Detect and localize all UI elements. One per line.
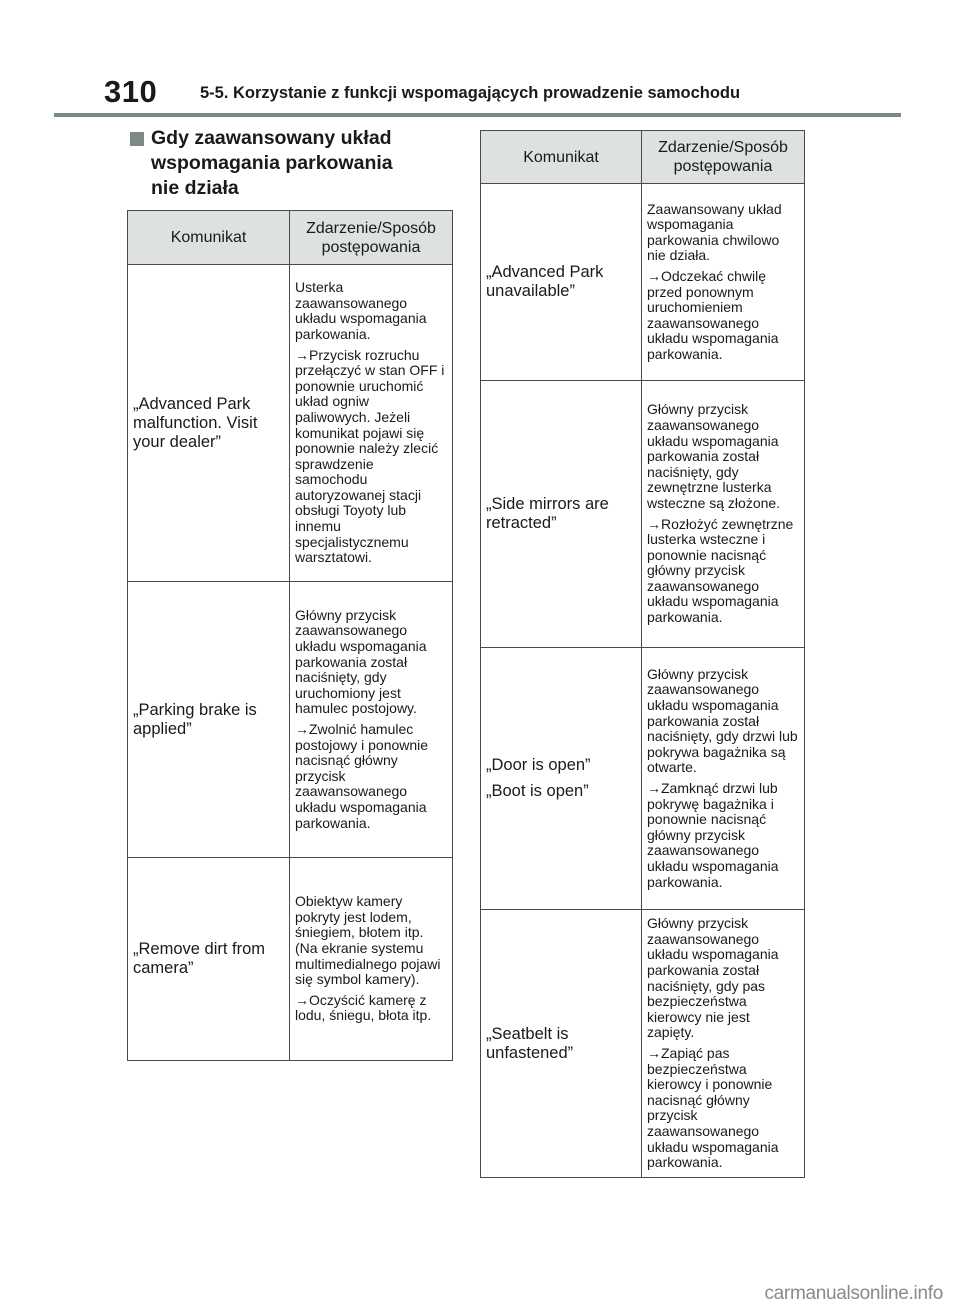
message-cell: „Advanced Park unavailable” (481, 184, 642, 381)
column-header-action: Zdarzenie/Sposób postępowania (642, 131, 805, 184)
description-cell (642, 381, 805, 648)
table-row (481, 910, 805, 1178)
table-row (128, 265, 453, 582)
table-row (481, 184, 805, 381)
cause-text: Obiektyw kamery pokryty jest lodem, śniegiem, błotem itp. (Na ekranie systemu multimedialnego pojawi się symbol kamery). (295, 893, 441, 988)
table-header-row (481, 131, 805, 184)
message-cell: „Advanced Park malfunction. Visit your dealer” (128, 265, 290, 582)
description-cell (642, 910, 805, 1178)
action-text: →Przycisk rozruchu przełączyć w stan OFF i ponownie uruchomić układ ogniw paliwowych. Jeżeli komunikat pojawi się ponownie należy zlecić sprawdzenie samochodu autoryzowanej stacji obsługi Toyoty lub innemu specjalistycznemu warsztatowi. (295, 346, 445, 566)
action-text: →Zwolnić hamulec postojowy i ponownie nacisnąć główny przycisk zaawansowanego układu wspomagania parkowania. (295, 721, 429, 831)
page-number: 310 (104, 74, 158, 109)
action-text: →Rozłożyć zewnętrzne lusterka wsteczne i ponownie nacisnąć główny przycisk zaawansowanego układu wspomagania parkowania. (647, 515, 794, 626)
description-cell (290, 265, 453, 582)
cause-text: Usterka zaawansowanego układu wspomagania parkowania. (295, 279, 427, 342)
cause-text: Główny przycisk zaawansowanego układu wspomagania parkowania został naciśnięty, gdy drzwi lub pokrywa bagażnika są otwarte. (647, 665, 798, 776)
table-row (128, 582, 453, 858)
table-header-row (128, 211, 453, 265)
square-bullet-icon (130, 132, 144, 146)
action-text: →Zapiąć pas bezpieczeństwa kierowcy i ponownie nacisnąć główny przycisk zaawansowanego układu wspomagania parkowania. (647, 1045, 779, 1171)
table-row (128, 858, 453, 1061)
header-divider (54, 113, 901, 117)
table-row (481, 648, 805, 910)
action-text: →Oczyścić kamerę z lodu, śniegu, błota itp. (295, 991, 432, 1024)
column-header-message: Komunikat (481, 131, 642, 184)
cause-text: Zaawansowany układ wspomagania parkowania chwilowo nie działa. (647, 200, 782, 264)
description-cell (642, 184, 805, 381)
cause-text: Główny przycisk zaawansowanego układu wspomagania parkowania został naciśnięty, gdy pas bezpieczeństwa kierowcy nie jest zapięty. (647, 915, 779, 1041)
description-cell (290, 582, 453, 858)
message-cell: „Door is open” „Boot is open” (481, 648, 642, 910)
messages-table-left (127, 210, 453, 1061)
message-cell: „Remove dirt from camera” (128, 858, 290, 1061)
action-text: →Zamknąć drzwi lub pokrywę bagażnika i ponownie nacisnąć główny przycisk zaawansowanego układu wspomagania parkowania. (647, 780, 779, 890)
column-header-message: Komunikat (128, 211, 290, 265)
section-heading (130, 126, 450, 201)
message-cell: „Seatbelt is unfastened” (481, 910, 642, 1178)
messages-table-right (480, 130, 805, 1178)
heading-text: Gdy zaawansowany układ wspomagania parkowania nie działa (151, 127, 393, 199)
column-header-action: Zdarzenie/Sposób postępowania (290, 211, 453, 265)
message-cell: „Side mirrors are retracted” (481, 381, 642, 648)
cause-text: Główny przycisk zaawansowanego układu wspomagania parkowania został naciśnięty, gdy zewnętrzne lusterka wsteczne są złożone. (647, 401, 781, 511)
message-cell: „Parking brake is applied” (128, 582, 290, 858)
watermark: carmanualsonline.info (764, 1283, 943, 1304)
cause-text: Główny przycisk zaawansowanego układu wspomagania parkowania został naciśnięty, gdy uruchomiony jest hamulec postojowy. (295, 606, 427, 717)
table-row (481, 381, 805, 648)
description-cell (642, 648, 805, 910)
action-text: →Odczekać chwilę przed ponownym uruchomieniem zaawansowanego układu wspomagania parkowania. (647, 267, 779, 362)
section-title: 5-5. Korzystanie z funkcji wspomagających prowadzenie samochodu (200, 84, 741, 102)
description-cell (290, 858, 453, 1061)
